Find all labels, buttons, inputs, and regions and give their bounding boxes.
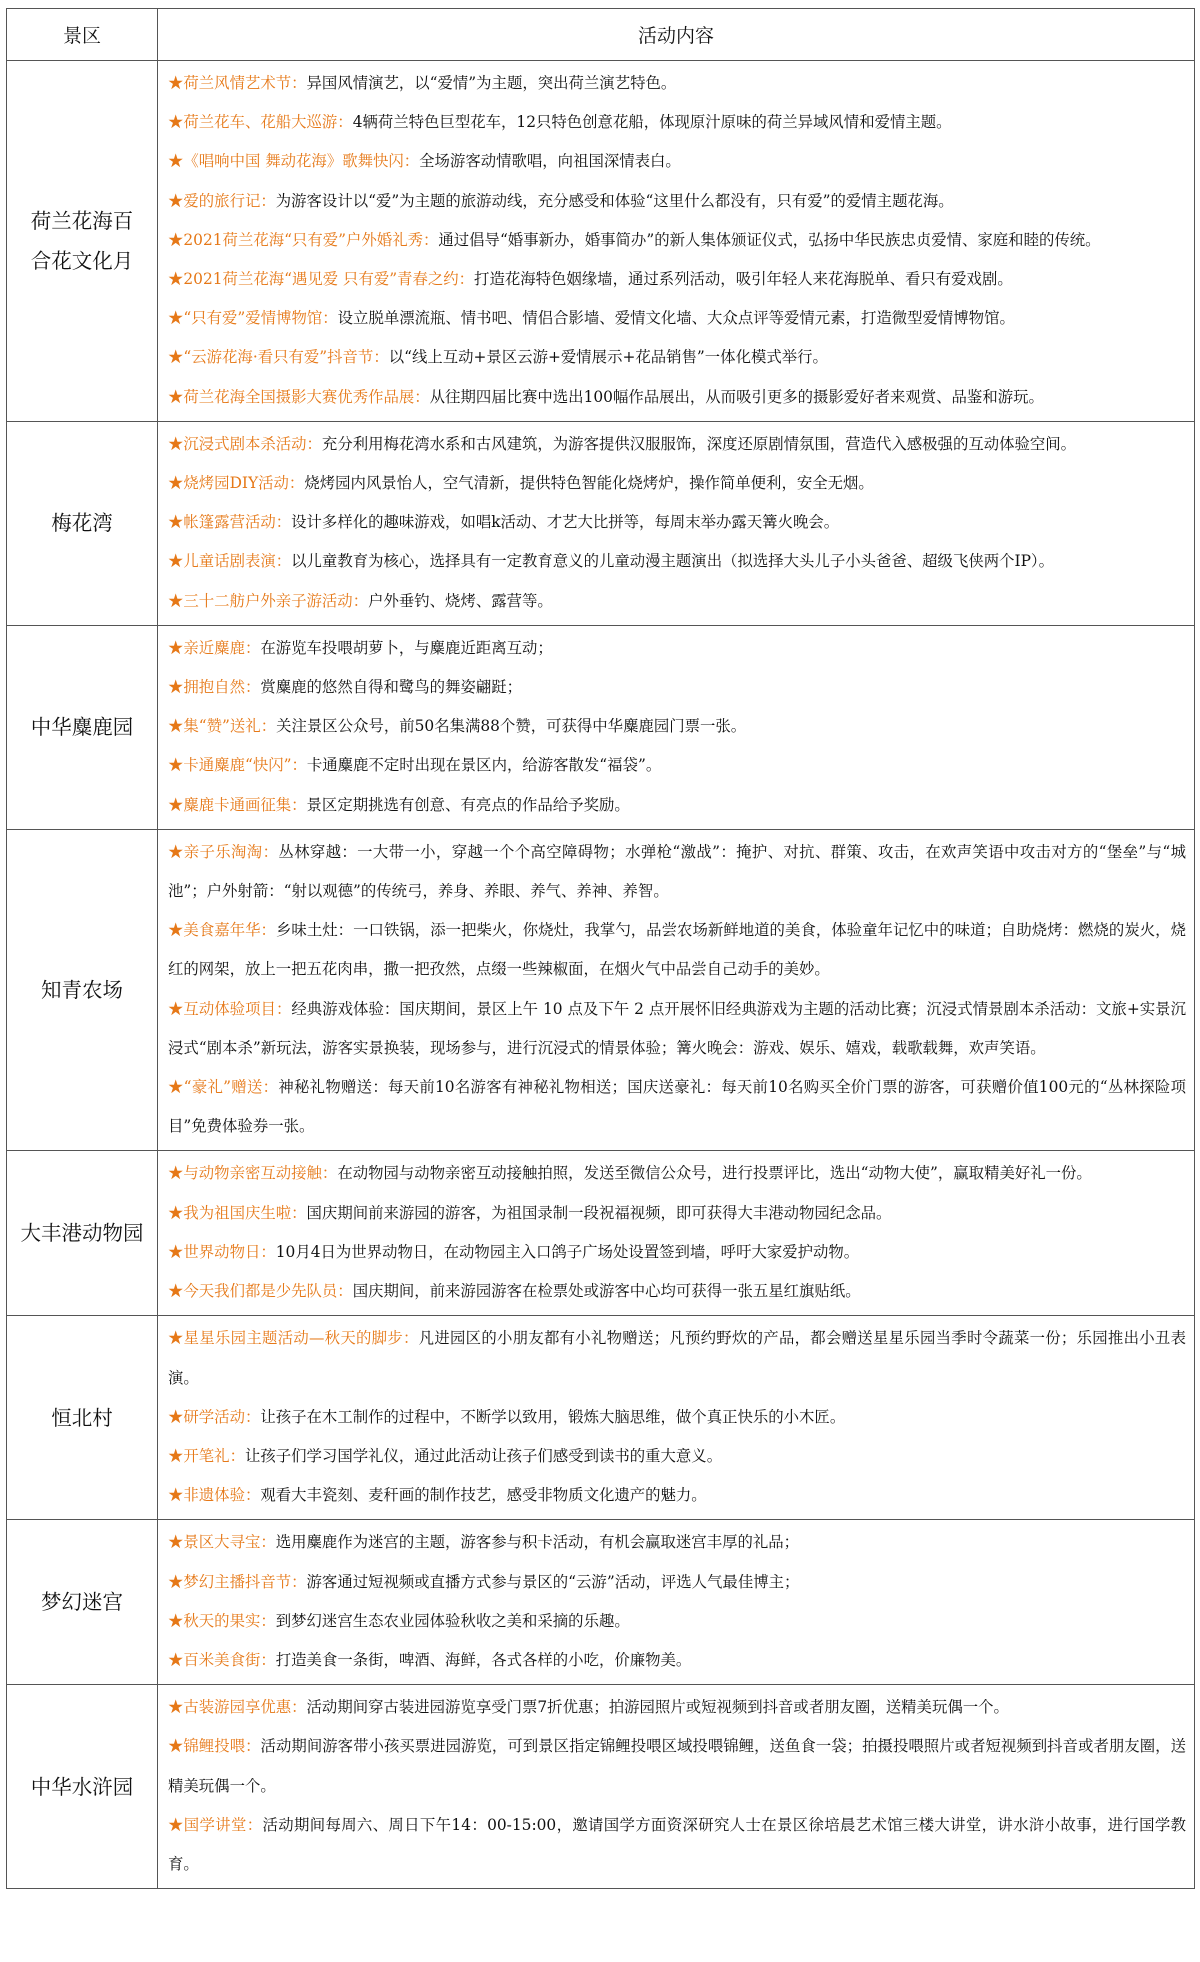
activity-desc: 在动物园与动物亲密互动接触拍照，发送至微信公众号，进行投票评比，选出“动物大使”，赢取精美好礼一份。 bbox=[337, 1164, 1092, 1183]
activity-desc: 神秘礼物赠送：每天前10名游客有神秘礼物相送；国庆送豪礼：每天前10名购买全价门票的游客，可获赠价值100元的“丛林探险项目”免费体验券一张。 bbox=[168, 1078, 1186, 1136]
activity-title: ★开笔礼： bbox=[168, 1446, 245, 1465]
table-row bbox=[7, 421, 1195, 625]
activity-title: ★集“赞”送礼： bbox=[168, 717, 277, 736]
activity-item bbox=[168, 64, 1186, 103]
activity-title: ★景区大寻宝： bbox=[168, 1533, 276, 1552]
activity-item bbox=[168, 142, 1186, 181]
table-row bbox=[7, 829, 1195, 1151]
activity-item bbox=[168, 786, 1186, 825]
area-name bbox=[7, 1316, 158, 1520]
activity-item bbox=[168, 221, 1186, 260]
activity-item bbox=[168, 338, 1186, 377]
activity-title: ★《唱响中国 舞动花海》歌舞快闪： bbox=[168, 152, 420, 171]
activity-title: ★拥抱自然： bbox=[168, 678, 261, 697]
area-label: 梦幻迷宫 bbox=[41, 1590, 123, 1615]
activity-item bbox=[168, 1437, 1186, 1476]
activity-desc: 充分利用梅花湾水系和古风建筑，为游客提供汉服服饰，深度还原剧情氛围，营造代入感极强的互动体验空间。 bbox=[321, 434, 1077, 453]
activity-title: ★国学讲堂： bbox=[168, 1815, 263, 1834]
activity-title: ★我为祖国庆生啦： bbox=[168, 1203, 307, 1222]
activity-item bbox=[168, 746, 1186, 785]
activity-desc: 关注景区公众号，前50名集满88个赞，可获得中华麋鹿园门票一张。 bbox=[276, 717, 747, 736]
activity-item bbox=[168, 1068, 1186, 1146]
activity-desc: 4辆荷兰特色巨型花车，12只特色创意花船，体现原汁原味的荷兰异域风情和爱情主题。 bbox=[352, 113, 952, 132]
activity-title: ★2021荷兰花海“只有爱”户外婚礼秀： bbox=[168, 230, 439, 249]
activity-desc: 以儿童教育为核心，选择具有一定教育意义的儿童动漫主题演出（拟选择大头儿子小头爸爸、超级飞侠两个IP）。 bbox=[291, 552, 1055, 571]
area-label: 中华水浒园 bbox=[30, 1774, 134, 1799]
activity-desc: 赏麋鹿的悠然自得和鹭鸟的舞姿翩跹； bbox=[260, 678, 523, 697]
activity-item bbox=[168, 464, 1186, 503]
activity-item bbox=[168, 707, 1186, 746]
activity-item bbox=[168, 582, 1186, 621]
activity-desc: 让孩子在木工制作的过程中，不断学以致用，锻炼大脑思维，做个真正快乐的小木匠。 bbox=[260, 1407, 846, 1426]
header-content: 活动内容 bbox=[158, 9, 1195, 61]
activity-desc: 让孩子们学习国学礼仪，通过此活动让孩子们感受到读书的重大意义。 bbox=[244, 1446, 723, 1465]
table-row bbox=[7, 1520, 1195, 1685]
activity-title: ★非遗体验： bbox=[168, 1486, 261, 1505]
activity-title: ★锦鲤投喂： bbox=[168, 1737, 261, 1756]
activity-list bbox=[158, 61, 1195, 422]
activity-item bbox=[168, 1476, 1186, 1515]
activity-item bbox=[168, 1272, 1186, 1311]
activity-item bbox=[168, 990, 1186, 1068]
activity-desc: 异国风情演艺，以“爱情”为主题，突出荷兰演艺特色。 bbox=[306, 74, 677, 92]
activity-title: ★互动体验项目： bbox=[168, 999, 292, 1018]
area-name bbox=[7, 1685, 158, 1889]
activity-title: ★与动物亲密互动接触： bbox=[168, 1164, 338, 1183]
activity-title: ★沉浸式剧本杀活动： bbox=[168, 434, 322, 453]
activity-item bbox=[168, 299, 1186, 338]
activity-desc: 10月4日为世界动物日，在动物园主入口鸽子广场处设置签到墙，呼吁大家爱护动物。 bbox=[275, 1242, 860, 1261]
activity-title: ★帐篷露营活动： bbox=[168, 513, 292, 532]
activity-list bbox=[158, 1520, 1195, 1685]
activity-desc: 全场游客动情歌唱，向祖国深情表白。 bbox=[419, 152, 681, 171]
activity-desc: 烧烤园内风景怡人，空气清新，提供特色智能化烧烤炉，操作简单便利，安全无烟。 bbox=[304, 474, 874, 493]
activity-list bbox=[158, 625, 1195, 829]
activity-item bbox=[168, 425, 1186, 464]
activity-item bbox=[168, 1233, 1186, 1272]
activity-item bbox=[168, 1806, 1186, 1884]
activity-desc: 活动期间游客带小孩买票进园游览，可到景区指定锦鲤投喂区域投喂锦鲤，送鱼食一袋；拍摄投喂照片或者短视频到抖音或者朋友圈，送精美玩偶一个。 bbox=[168, 1737, 1186, 1795]
activity-title: ★三十二舫户外亲子游活动： bbox=[168, 591, 369, 610]
activity-desc: 观看大丰瓷刻、麦秆画的制作技艺，感受非物质文化遗产的魅力。 bbox=[260, 1486, 707, 1505]
table-row bbox=[7, 625, 1195, 829]
activity-title: ★百米美食街： bbox=[168, 1650, 276, 1669]
activity-desc: 打造花海特色姻缘墙，通过系列活动，吸引年轻人来花海脱单、看只有爱戏剧。 bbox=[474, 270, 1013, 289]
activity-item bbox=[168, 1319, 1186, 1397]
area-name bbox=[7, 829, 158, 1151]
activity-title: ★卡通麋鹿“快闪”： bbox=[168, 756, 307, 775]
activity-desc: 国庆期间，前来游园游客在检票处或游客中心均可获得一张五星红旗贴纸。 bbox=[352, 1282, 861, 1301]
activity-title: ★爱的旅行记： bbox=[168, 191, 276, 210]
activity-item bbox=[168, 1727, 1186, 1805]
activity-title: ★麋鹿卡通画征集： bbox=[168, 795, 307, 814]
activity-item bbox=[168, 378, 1186, 417]
table-row bbox=[7, 1316, 1195, 1520]
activity-desc: 打造美食一条街，啤酒、海鲜，各式各样的小吃，价廉物美。 bbox=[275, 1650, 692, 1669]
activity-desc: 丛林穿越：一大带一小，穿越一个个高空障碍物；水弹枪“激战”：掩护、对抗、群策、攻击，在欢声笑语中攻击对方的“堡垒”与“城池”；户外射箭：“射以观德”的传统弓，养身、养眼、养气、养神、养智。 bbox=[168, 842, 1186, 901]
activity-table bbox=[6, 8, 1195, 1889]
header-area: 景区 bbox=[7, 9, 158, 61]
activity-desc: 活动期间每周六、周日下午14：00-15:00，邀请国学方面资深研究人士在景区徐培晨艺术馆三楼大讲堂，讲水浒小故事，进行国学教育。 bbox=[168, 1815, 1186, 1873]
activity-list bbox=[158, 1151, 1195, 1316]
activity-desc: 乡味土灶：一口铁锅，添一把柴火，你烧灶，我掌勺，品尝农场新鲜地道的美食，体验童年记忆中的味道；自助烧烤：燃烧的炭火，烧红的网架，放上一把五花肉串，撒一把孜然，点缀一些辣椒面，在烟火气中品尝自己动手的美妙。 bbox=[168, 921, 1186, 979]
activity-item bbox=[168, 1523, 1186, 1562]
activity-list bbox=[158, 421, 1195, 625]
area-name bbox=[7, 1151, 158, 1316]
activity-title: ★儿童话剧表演： bbox=[168, 552, 292, 571]
area-label: 中华麋鹿园 bbox=[30, 715, 134, 740]
activity-desc: 在游览车投喂胡萝卜，与麋鹿近距离互动； bbox=[260, 638, 553, 657]
area-name bbox=[7, 625, 158, 829]
activity-item bbox=[168, 1602, 1186, 1641]
activity-item bbox=[168, 668, 1186, 707]
activity-item bbox=[168, 503, 1186, 542]
activity-title: ★秋天的果实： bbox=[168, 1611, 276, 1630]
activity-title: ★世界动物日： bbox=[168, 1242, 276, 1261]
table-body bbox=[7, 61, 1195, 1889]
activity-item bbox=[168, 182, 1186, 221]
activity-item bbox=[168, 1641, 1186, 1680]
activity-desc: 国庆期间前来游园的游客，为祖国录制一段祝福视频，即可获得大丰港动物园纪念品。 bbox=[306, 1203, 892, 1222]
activity-title: ★荷兰花海全国摄影大赛优秀作品展： bbox=[168, 387, 430, 406]
activity-desc: 为游客设计以“爱”为主题的旅游动线，充分感受和体验“这里什么都没有，只有爱”的爱情主题花海。 bbox=[275, 191, 954, 210]
activity-item bbox=[168, 1194, 1186, 1233]
activity-title: ★亲子乐淘淘： bbox=[168, 842, 279, 861]
activity-desc: 设计多样化的趣味游戏，如唱k活动、才艺大比拼等，每周末举办露天篝火晚会。 bbox=[291, 513, 840, 532]
activity-desc: 景区定期挑选有创意、有亮点的作品给予奖励。 bbox=[306, 795, 630, 814]
table-row bbox=[7, 61, 1195, 422]
area-name bbox=[7, 1520, 158, 1685]
activity-desc: 到梦幻迷宫生态农业园体验秋收之美和采摘的乐趣。 bbox=[275, 1611, 630, 1630]
activity-title: ★2021荷兰花海“遇见爱 只有爱”青春之约： bbox=[168, 270, 475, 289]
activity-desc: 以“线上互动+景区云游+爱情展示+花品销售”一体化模式举行。 bbox=[388, 348, 828, 367]
table-row bbox=[7, 1151, 1195, 1316]
activity-item bbox=[168, 103, 1186, 142]
area-label: 恒北村 bbox=[51, 1405, 113, 1430]
activity-desc: 经典游戏体验：国庆期间，景区上午 10 点及下午 2 点开展怀旧经典游戏为主题的活动比赛；沉浸式情景剧本杀活动：文旅+实景沉浸式“剧本杀”新玩法，游客实景换装，现场参与，进行沉浸式的情景体验；篝火晚会：游戏、娱乐、嬉戏，载歌载舞，欢声笑语。 bbox=[168, 999, 1186, 1057]
activity-item bbox=[168, 260, 1186, 299]
activity-list bbox=[158, 829, 1195, 1151]
activity-item bbox=[168, 1688, 1186, 1727]
activity-item bbox=[168, 629, 1186, 668]
activity-title: ★古装游园享优惠： bbox=[168, 1698, 307, 1717]
table-row bbox=[7, 1685, 1195, 1889]
activity-title: ★美食嘉年华： bbox=[168, 921, 276, 940]
activity-desc: 从往期四届比赛中选出100幅作品展出，从而吸引更多的摄影爱好者来观赏、品鉴和游玩。 bbox=[429, 387, 1044, 406]
activity-title: ★星星乐园主题活动—秋天的脚步： bbox=[168, 1329, 419, 1348]
activity-desc: 卡通麋鹿不定时出现在景区内，给游客散发“福袋”。 bbox=[306, 756, 662, 775]
activity-title: ★荷兰花车、花船大巡游： bbox=[168, 113, 353, 132]
activity-desc: 通过倡导“婚事新办，婚事简办”的新人集体颁证仪式，弘扬中华民族忠贞爱情、家庭和睦的传统。 bbox=[438, 230, 1101, 249]
activity-desc: 选用麋鹿作为迷宫的主题，游客参与积卡活动，有机会赢取迷宫丰厚的礼品； bbox=[275, 1533, 800, 1552]
activity-item bbox=[168, 911, 1186, 989]
activity-item bbox=[168, 1563, 1186, 1602]
activity-title: ★烧烤园DIY活动： bbox=[168, 474, 305, 493]
activity-desc: 活动期间穿古装进园游览享受门票7折优惠；拍游园照片或短视频到抖音或者朋友圈，送精美玩偶一个。 bbox=[306, 1698, 1009, 1717]
area-label: 知青农场 bbox=[41, 978, 123, 1003]
activity-title: ★荷兰风情艺术节： bbox=[168, 74, 307, 92]
activity-title: ★梦幻主播抖音节： bbox=[168, 1572, 307, 1591]
activity-item bbox=[168, 1398, 1186, 1437]
activity-desc: 设立脱单漂流瓶、情书吧、情侣合影墙、爱情文化墙、大众点评等爱情元素，打造微型爱情博物馆。 bbox=[337, 309, 1015, 328]
activity-item bbox=[168, 542, 1186, 581]
area-label: 荷兰花海百合花文化月 bbox=[30, 208, 134, 273]
activity-list bbox=[158, 1316, 1195, 1520]
activity-title: ★研学活动： bbox=[168, 1407, 261, 1426]
activity-desc: 凡进园区的小朋友都有小礼物赠送；凡预约野炊的产品，都会赠送星星乐园当季时令蔬菜一份；乐园推出小丑表演。 bbox=[168, 1329, 1186, 1387]
header-row bbox=[7, 9, 1195, 61]
area-label: 大丰港动物园 bbox=[20, 1221, 144, 1246]
area-name bbox=[7, 61, 158, 422]
activity-title: ★“云游花海·看只有爱”抖音节： bbox=[168, 348, 389, 367]
activity-title: ★“只有爱”爱情博物馆： bbox=[168, 309, 338, 328]
area-name bbox=[7, 421, 158, 625]
activity-title: ★亲近麋鹿： bbox=[168, 638, 261, 657]
activity-desc: 户外垂钓、烧烤、露营等。 bbox=[368, 591, 553, 610]
activity-item bbox=[168, 833, 1186, 911]
activity-item bbox=[168, 1154, 1186, 1193]
activity-title: ★今天我们都是少先队员： bbox=[168, 1282, 353, 1301]
area-label: 梅花湾 bbox=[51, 511, 113, 536]
activity-title: ★“豪礼”赠送： bbox=[168, 1078, 279, 1097]
activity-desc: 游客通过短视频或直播方式参与景区的“云游”活动，评选人气最佳博主； bbox=[306, 1572, 800, 1591]
activity-list bbox=[158, 1685, 1195, 1889]
